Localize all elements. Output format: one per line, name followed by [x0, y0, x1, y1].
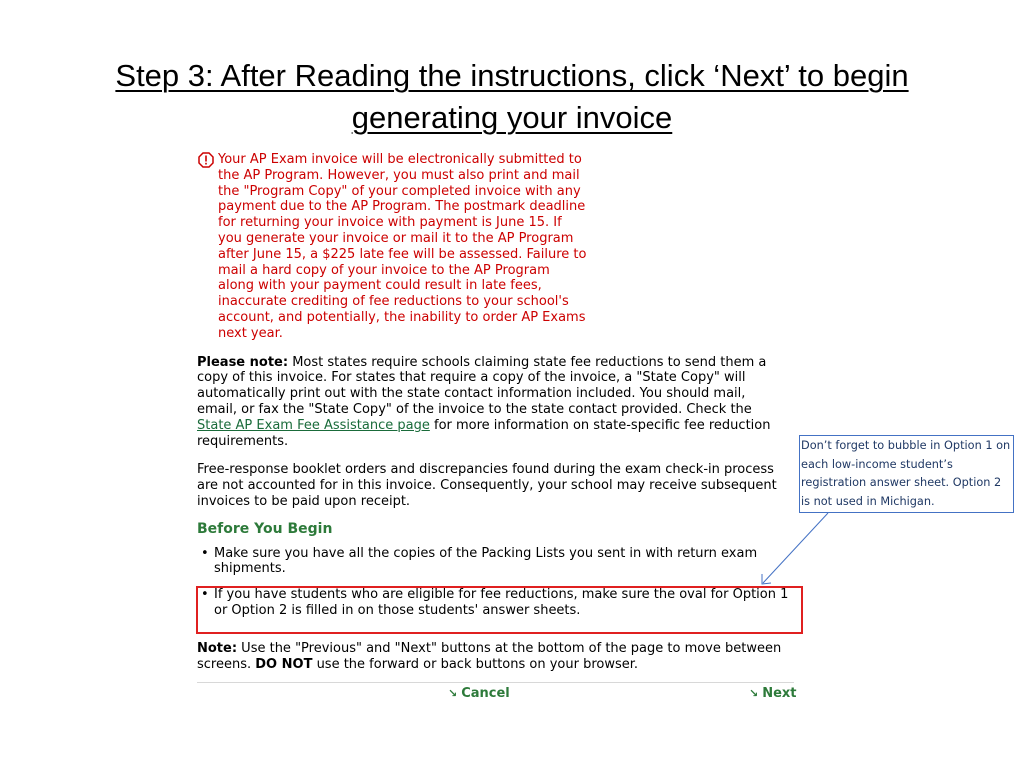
- please-note-label: Please note:: [197, 354, 289, 370]
- list-item: [197, 546, 797, 578]
- next-button[interactable]: [749, 686, 797, 701]
- next-label: Next: [762, 686, 797, 701]
- bullet-icon: •: [201, 587, 209, 603]
- please-note-paragraph: [197, 355, 789, 450]
- warning-text: Your AP Exam invoice will be electronically submitted to the AP Program. However, you must also print and mail the "Program Copy" of your completed invoice with any payment due to the AP Program. The postmark deadline for returning your invoice with payment is June 15. If you generate your invoice or mail it to the AP Program after June 15, a $225 late fee will be assessed. Failure to mail a hard copy of your invoice to the AP Program along with your payment could result in late fees, inaccurate crediting of fee reductions to your school's account, and potentially, the inability to order AP Exams next year.: [218, 152, 587, 341]
- please-note-text: Most states require schools claiming state fee reductions to send them a copy of this invoice. For states that require a copy of the invoice, a "State Copy" will automatically print out with the state contact information included. You should mail, email, or fax the "State Copy" of the invoice to the state contact provided. Check the: [197, 354, 767, 417]
- before-you-begin-heading: Before You Begin: [197, 520, 333, 537]
- navigation-note: [197, 641, 797, 673]
- divider: [197, 682, 794, 683]
- instructions-panel: [197, 152, 797, 619]
- slide-title: Step 3: After Reading the instructions, click ‘Next’ to begin generating your invoice: [115, 58, 909, 135]
- note-label: Note:: [197, 641, 238, 656]
- free-response-paragraph: Free-response booklet orders and discrepancies found during the exam check-in process are not accounted for in this invoice. Consequently, your school may receive subsequent invoices to be paid upon receipt.: [197, 462, 777, 509]
- please-note-text-end: for more information on state-specific fee reduction requirements.: [197, 417, 771, 449]
- arrow-down-right-icon: ↘: [749, 687, 759, 700]
- list-item-text: Make sure you have all the copies of the Packing Lists you sent in with return exam shipments.: [214, 545, 758, 577]
- cancel-button[interactable]: [448, 686, 510, 701]
- callout-text: Don’t forget to bubble in Option 1 on each low-income student’s registration answer sheet. Option 2 is not used in Michigan.: [801, 439, 1011, 508]
- bullet-icon: •: [201, 545, 209, 561]
- warning-block: [197, 152, 588, 342]
- cancel-label: Cancel: [461, 686, 510, 701]
- note-emphasis: DO NOT: [255, 656, 313, 672]
- arrow-down-right-icon: ↘: [448, 687, 458, 700]
- note-text-end: use the forward or back buttons on your browser.: [312, 656, 639, 672]
- state-fee-assistance-link[interactable]: State AP Exam Fee Assistance page: [197, 417, 430, 433]
- highlight-box: [196, 586, 803, 634]
- annotation-callout: [799, 435, 1014, 513]
- list-item-text: If you have students who are eligible for fee reductions, make sure the oval for Option 1 or Option 2 is filled in on those students' answer sheets.: [214, 587, 789, 618]
- warning-icon: [198, 152, 214, 168]
- note-text: Use the "Previous" and "Next" buttons at the bottom of the page to move between screens.: [197, 641, 782, 672]
